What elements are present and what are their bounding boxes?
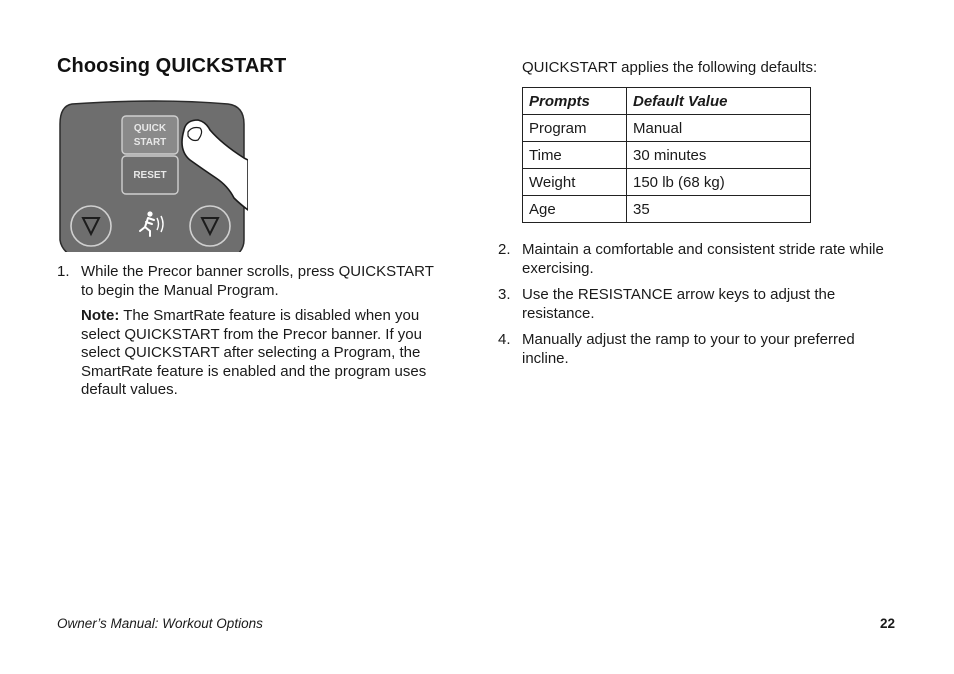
table-header: Prompts — [523, 88, 627, 115]
console-illustration — [58, 100, 248, 256]
note-line: The SmartRate feature is disabled when you — [119, 307, 420, 324]
list-line: resistance. — [522, 304, 595, 322]
list-number: 2. — [498, 241, 511, 258]
note — [81, 307, 451, 400]
table-cell: Time — [523, 142, 627, 169]
table-header-row — [523, 88, 811, 115]
table-cell: 150 lb (68 kg) — [627, 169, 811, 196]
list-line: Use the RESISTANCE arrow keys to adjust the — [522, 286, 836, 303]
table-cell: Program — [523, 115, 627, 142]
quickstart-button[interactable] — [122, 116, 178, 154]
reset-label: RESET — [133, 170, 167, 181]
right-arrow-button[interactable] — [190, 206, 230, 246]
defaults-intro: QUICKSTART applies the following defaults: — [522, 59, 818, 76]
table-cell: Manual — [627, 115, 811, 142]
table-header: Default Value — [627, 88, 811, 115]
page-title: Choosing QUICKSTART — [57, 55, 287, 77]
list-line: Manually adjust the ramp to your to your preferred — [522, 331, 855, 348]
note-line: default values. — [81, 381, 178, 398]
table-row — [523, 196, 811, 223]
list-line: exercising. — [522, 259, 594, 277]
list-number: 1. — [57, 263, 70, 280]
list-line: incline. — [522, 349, 569, 367]
list-text — [522, 331, 855, 368]
note-line: select QUICKSTART from the Precor banner. If you — [81, 325, 422, 343]
list-line: Maintain a comfortable and consistent stride rate while — [522, 241, 884, 258]
table-cell: 35 — [627, 196, 811, 223]
defaults-table — [522, 87, 811, 223]
note-label: Note: — [81, 307, 120, 324]
table-row — [523, 115, 811, 142]
list-line: While the Precor banner scrolls, press QUICKSTART — [81, 263, 434, 280]
table-row — [523, 169, 811, 196]
table-row — [523, 142, 811, 169]
table-cell: Weight — [523, 169, 627, 196]
page-number: 22 — [880, 616, 896, 631]
list-text — [522, 241, 884, 278]
list-number: 4. — [498, 331, 511, 348]
quickstart-label-line1: QUICK — [133, 123, 167, 134]
footer-title: Owner’s Manual: Workout Options — [57, 616, 263, 631]
table-cell: Age — [523, 196, 627, 223]
note-line: select QUICKSTART after selecting a Program, the — [81, 344, 421, 361]
list-text — [81, 263, 434, 300]
list-text — [522, 286, 835, 323]
left-arrow-button[interactable] — [71, 206, 111, 246]
quickstart-label-line2: START — [133, 137, 167, 148]
table-cell: 30 minutes — [627, 142, 811, 169]
note-line: SmartRate feature is enabled and the program uses — [81, 362, 427, 380]
list-line: to begin the Manual Program. — [81, 281, 279, 299]
list-number: 3. — [498, 286, 511, 303]
